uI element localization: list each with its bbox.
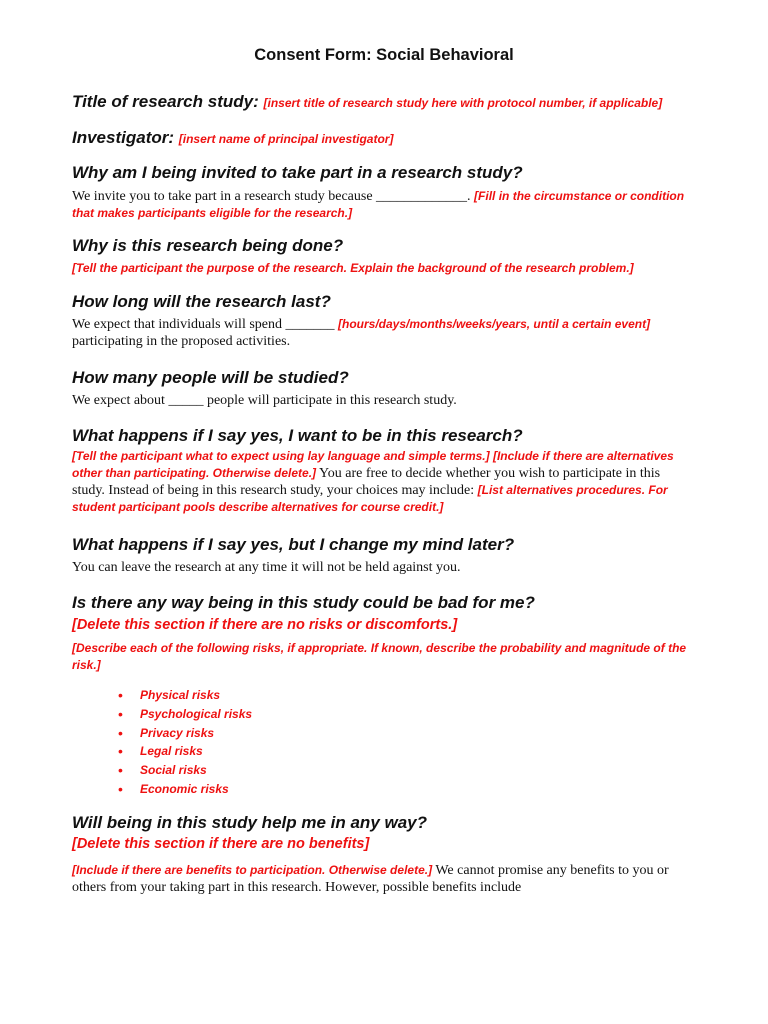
heading-say-yes: What happens if I say yes, I want to be in this research? [72, 426, 523, 445]
heading-change-mind: What happens if I say yes, but I change my mind later? [72, 535, 515, 554]
invited-paragraph [72, 188, 696, 222]
risk-item-label: Psychological risks [140, 706, 253, 721]
document-title: Consent Form: Social Behavioral [254, 46, 514, 64]
heading-duration: How long will the research last? [72, 292, 331, 311]
risks-delete-note-line [72, 617, 696, 634]
investigator-line [72, 128, 393, 148]
heading-risks: Is there any way being in this study could be bad for me? [72, 593, 535, 612]
risk-item-label: Physical risks [140, 688, 221, 702]
risks-describe-paragraph [72, 640, 696, 674]
study-title-placeholder: [insert title of research study here with protocol number, if applicable] [263, 96, 663, 110]
list-item [118, 761, 252, 780]
duration-paragraph [72, 316, 696, 350]
list-item [118, 742, 252, 761]
say-yes-note-1: [Tell the participant what to expect using lay language and simple terms.] [Include if there are alternatives other than participating. Otherwise delete.] [72, 449, 674, 480]
heading-benefits: Will being in this study help me in any way? [72, 813, 428, 832]
risk-item-label: Legal risks [140, 744, 203, 759]
investigator-label: Investigator: [72, 128, 175, 147]
duration-text-after: participating in the proposed activities. [72, 334, 291, 349]
list-item [118, 705, 252, 724]
study-title-label: Title of research study: [72, 92, 259, 111]
participants-text: We expect about _____ people will participate in this research study. [72, 393, 457, 408]
benefits-delete-note: [Delete this section if there are no benefits] [72, 836, 370, 852]
change-mind-paragraph [72, 559, 696, 576]
purpose-note: [Tell the participant the purpose of the research. Explain the background of the research problem.] [72, 261, 634, 275]
duration-text-before: We expect that individuals will spend _______ [72, 317, 335, 332]
risk-item-label: Privacy risks [140, 725, 215, 740]
list-item [118, 686, 252, 705]
risks-delete-note: [Delete this section if there are no risks or discomforts.] [72, 617, 458, 633]
benefits-paragraph [72, 862, 696, 896]
risk-item-label: Economic risks [140, 781, 229, 796]
benefits-text: We cannot promise any benefits to you or others from your taking part in this research. However, possible benefits include [72, 863, 669, 895]
duration-note: [hours/days/months/weeks/years, until a certain event] [338, 317, 651, 331]
benefits-delete-note-line [72, 836, 696, 853]
say-yes-text: You are free to decide whether you wish to participate in this study. Instead of being in this research study, your choices may include: [72, 466, 661, 498]
say-yes-paragraph [72, 448, 696, 516]
study-title-line [72, 92, 662, 112]
risk-list [118, 686, 252, 799]
say-yes-note-2: [List alternatives procedures. For student participant pools describe alternatives for course credit.] [72, 483, 668, 514]
risks-describe-note: [Describe each of the following risks, if appropriate. If known, describe the probability and magnitude of the risk.] [72, 641, 687, 672]
list-item [118, 724, 252, 743]
purpose-paragraph [72, 260, 696, 277]
participants-paragraph [72, 392, 696, 409]
list-item [118, 780, 252, 799]
heading-purpose: Why is this research being done? [72, 236, 344, 255]
heading-invited: Why am I being invited to take part in a research study? [72, 163, 523, 182]
heading-participants: How many people will be studied? [72, 368, 349, 387]
benefits-note: [Include if there are benefits to participation. Otherwise delete.] [72, 863, 433, 877]
invited-text: We invite you to take part in a research study because _____________. [72, 189, 471, 204]
investigator-placeholder: [insert name of principal investigator] [178, 132, 394, 146]
risk-item-label: Social risks [140, 763, 207, 778]
invited-note: [Fill in the circumstance or condition that makes participants eligible for the research.] [72, 189, 685, 220]
change-mind-text: You can leave the research at any time it will not be held against you. [72, 560, 461, 575]
